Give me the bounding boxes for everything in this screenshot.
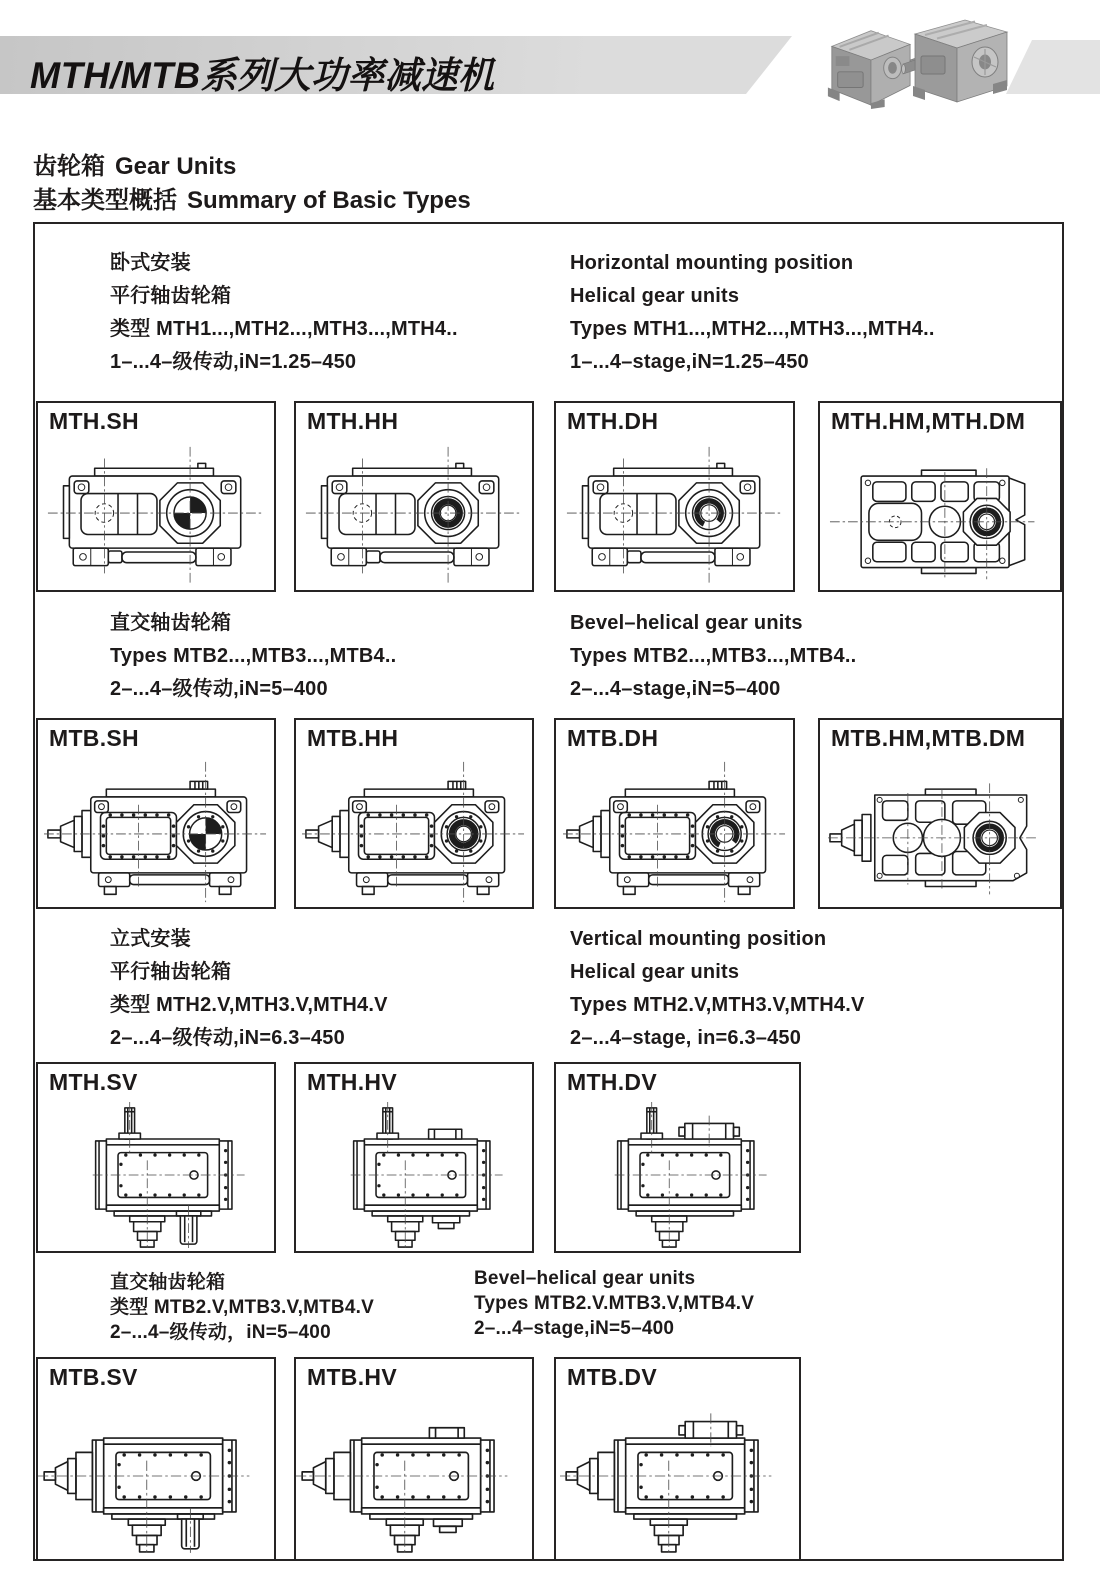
text-line: Vertical mounting position	[570, 928, 827, 950]
text-line: Horizontal mounting position	[570, 252, 854, 274]
type-cell-label: MTH.HH	[307, 408, 399, 434]
type-cell-label: MTB.SH	[49, 725, 139, 751]
type-cell	[818, 401, 1062, 592]
text-line: 类型 MTH2.V,MTH3.V,MTH4.V	[110, 994, 388, 1016]
type-cell	[554, 401, 795, 592]
text-line: 类型 MTH1...,MTH2...,MTH3...,MTH4..	[110, 318, 458, 340]
type-cell-label: MTB.DH	[567, 725, 659, 751]
section2-text-en	[570, 607, 856, 706]
type-cell	[818, 718, 1062, 909]
type-cell	[294, 718, 534, 909]
heading-gear-units-zh: 齿轮箱	[33, 153, 105, 180]
text-line: 2–...4–stage, in=6.3–450	[570, 1027, 802, 1049]
section3-text-zh	[110, 923, 388, 1055]
text-line: Types MTH1...,MTH2...,MTH3...,MTH4..	[570, 318, 935, 340]
gearbox-drawing	[296, 1399, 532, 1555]
type-cell-label: MTB.DV	[567, 1364, 657, 1390]
gearbox-drawing	[566, 1102, 790, 1250]
text-line: Helical gear units	[570, 285, 740, 307]
text-line: Types MTB2...,MTB3...,MTB4..	[110, 645, 397, 667]
section4-text-en	[474, 1266, 754, 1341]
type-cell	[294, 401, 534, 592]
heading-gear-units	[33, 146, 236, 181]
type-cell	[554, 1062, 801, 1253]
text-line: 平行轴齿轮箱	[110, 961, 232, 983]
gearbox-drawing	[828, 441, 1052, 589]
type-cell-label: MTB.SV	[49, 1364, 138, 1390]
text-line: 2–...4–级传动,iN=5–400	[110, 678, 328, 700]
text-line: Types MTH2.V,MTH3.V,MTH4.V	[570, 994, 865, 1016]
text-line: 1–...4–级传动,iN=1.25–450	[110, 351, 357, 373]
section2-text-zh	[110, 607, 396, 706]
text-line: 直交轴齿轮箱	[110, 612, 232, 634]
gearbox-drawing	[44, 758, 268, 906]
type-cell	[36, 1357, 276, 1561]
section3-text-en	[570, 923, 865, 1055]
text-line: Types MTB2...,MTB3...,MTB4..	[570, 645, 857, 667]
gearbox-drawing	[44, 1102, 268, 1250]
type-cell-label: MTH.DH	[567, 408, 659, 434]
type-cell-label: MTB.HV	[307, 1364, 397, 1390]
text-line: 2–...4–级传动,iN=6.3–450	[110, 1027, 345, 1049]
text-line: 1–...4–stage,iN=1.25–450	[570, 351, 809, 373]
type-cell-label: MTH.HM,MTH.DM	[831, 408, 1026, 434]
type-cell-label: MTH.DV	[567, 1069, 657, 1095]
type-cell	[294, 1357, 534, 1561]
type-cell-label: MTH.HV	[307, 1069, 397, 1095]
type-cell	[36, 401, 276, 592]
text-line: 2–...4–stage,iN=5–400	[570, 678, 781, 700]
text-line: Bevel–helical gear units	[570, 612, 803, 634]
type-cell-label: MTH.SH	[49, 408, 139, 434]
type-cell	[294, 1062, 534, 1253]
gearbox-drawing	[828, 758, 1052, 906]
gearbox-drawing	[38, 1399, 274, 1555]
text-line: 立式安装	[110, 928, 191, 950]
type-cell	[554, 718, 795, 909]
text-line: 类型 MTB2.V,MTB3.V,MTB4.V	[110, 1297, 374, 1318]
gearbox-drawing	[44, 441, 268, 589]
text-line: 2–...4–stage,iN=5–400	[474, 1318, 675, 1339]
product-photo-helical-gear-unit	[901, 8, 1021, 111]
section4-text-zh	[110, 1270, 374, 1345]
text-line: 直交轴齿轮箱	[110, 1272, 226, 1293]
gearbox-drawing	[563, 758, 787, 906]
type-cell-label: MTH.SV	[49, 1069, 138, 1095]
type-cell	[36, 1062, 276, 1253]
heading-summary-en: Summary of Basic Types	[187, 187, 471, 214]
text-line: 2–...4–级传动，iN=5–400	[110, 1322, 331, 1343]
type-cell	[554, 1357, 801, 1561]
text-line: Bevel–helical gear units	[474, 1268, 696, 1289]
type-cell-label: MTB.HH	[307, 725, 399, 751]
heading-gear-units-en: Gear Units	[115, 153, 237, 180]
gearbox-drawing	[302, 441, 526, 589]
type-cell-label: MTB.HM,MTB.DM	[831, 725, 1026, 751]
section1-text-en	[570, 247, 935, 379]
section1-text-zh	[110, 247, 458, 379]
text-line: 卧式安装	[110, 252, 191, 274]
text-line: Helical gear units	[570, 961, 740, 983]
gearbox-drawing	[302, 758, 526, 906]
text-line: Types MTB2.V.MTB3.V,MTB4.V	[474, 1293, 755, 1314]
gearbox-drawing	[560, 1399, 796, 1555]
gearbox-drawing	[563, 441, 787, 589]
gearbox-drawing	[302, 1102, 526, 1250]
page-banner-title: MTH/MTB系列大功率减速机	[30, 55, 495, 96]
heading-summary	[33, 180, 471, 215]
type-cell	[36, 718, 276, 909]
heading-summary-zh: 基本类型概括	[33, 187, 177, 214]
text-line: 平行轴齿轮箱	[110, 285, 232, 307]
